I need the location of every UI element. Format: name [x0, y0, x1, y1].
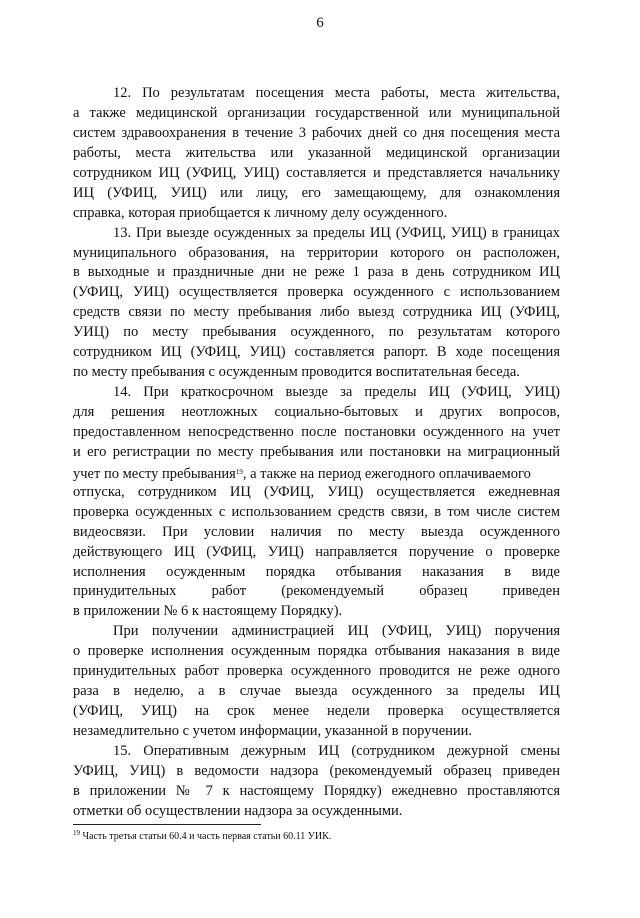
footnote: [73, 829, 331, 842]
text-line: УИЦ) по месту пребывания осужденного, по результатам которого: [73, 324, 560, 341]
page-number: 6: [316, 15, 324, 31]
text-line: отметки об осуществлении надзора за осужденными.: [73, 802, 403, 819]
text-line: 13. При выезде осужденных за пределы ИЦ (УФИЦ, УИЦ) в границах: [113, 224, 560, 241]
text-line: работы, места жительства или указанной медицинской организации: [73, 144, 560, 161]
text-line: видеосвязи. При условии наличия по месту выезда осужденного: [73, 523, 560, 540]
text-line: справка, которая приобщается к личному делу осужденного.: [73, 204, 448, 221]
text-line: по месту пребывания с осужденным проводится воспитательная беседа.: [73, 364, 520, 381]
text-line: раза в неделю, а в случае выезда осужденного за пределы ИЦ: [73, 683, 560, 700]
text-line: При получении администрацией ИЦ (УФИЦ, УИЦ) поручения: [113, 623, 560, 640]
text-line: принудительных работ проверка осужденного проводится не реже одного: [73, 663, 560, 680]
text-line: в приложении № 7 к настоящему Порядку) ежедневно проставляются: [73, 782, 560, 799]
text-line: а также медицинской организации государственной или муниципальной: [73, 104, 560, 121]
text-line: незамедлительно с учетом информации, указанной в поручении.: [73, 723, 473, 739]
text-line: ИЦ (УФИЦ, УИЦ) или лицу, его замещающему, для ознакомления: [73, 184, 560, 201]
text-line: действующего ИЦ (УФИЦ, УИЦ) направляется поручение о проверке: [73, 543, 560, 560]
footnote-reference: 19: [235, 467, 243, 476]
footnote-text: Часть третья статьи 60.4 и часть первая статьи 60.11 УИК.: [80, 831, 332, 842]
text-line: сотрудником ИЦ (УФИЦ, УИЦ) составляется и представляется начальнику: [73, 164, 560, 181]
text-line: 14. При краткосрочном выезде за пределы ИЦ (УФИЦ, УИЦ): [113, 384, 560, 401]
text-line: 12. По результатам посещения места работы, места жительства,: [113, 85, 560, 101]
text-line: средств связи по месту пребывания либо выезд сотрудника ИЦ (УФИЦ,: [73, 304, 560, 321]
text-line: систем здравоохранения в течение 3 рабочих дней со дня посещения места: [73, 124, 560, 141]
footnote-divider: [73, 824, 261, 825]
text-line: и его регистрации по месту пребывания или постановки на миграционный: [73, 443, 560, 460]
text-line: исполнения осужденным порядка отбывания наказания в виде: [73, 563, 560, 580]
text-line: в приложении № 6 к настоящему Порядку).: [73, 603, 343, 620]
text-line: муниципального образования, на территории которого он расположен,: [73, 244, 560, 261]
text-line: (УФИЦ, УИЦ) на срок менее недели проверка осуществляется: [73, 703, 560, 720]
footnote-line-after: , а также на период ежегодного оплачиваемого: [242, 465, 531, 482]
text-line: сотрудником ИЦ (УФИЦ, УИЦ) составляется рапорт. В ходе посещения: [73, 344, 560, 361]
body-text: [73, 84, 560, 822]
footnote-mark: 19: [73, 829, 80, 837]
text-line: проверка осужденных с использованием средств связи, в том числе систем: [73, 503, 560, 520]
text-line: предоставленном непосредственно после постановки осужденного на учет: [73, 423, 560, 440]
text-line-with-footnote: [73, 463, 560, 483]
text-line: (УФИЦ, УИЦ) осуществляется проверка осужденного с использованием: [73, 284, 560, 301]
text-line: отпуска, сотрудником ИЦ (УФИЦ, УИЦ) осуществляется ежедневная: [73, 483, 560, 500]
text-line: о проверке исполнения осужденным порядка отбывания наказания в виде: [73, 643, 560, 660]
text-line: принудительных работ (рекомендуемый образец приведен: [73, 583, 560, 600]
footnote-line-before: учет по месту пребывания: [73, 465, 236, 482]
text-line: УФИЦ, УИЦ) в ведомости надзора (рекомендуемый образец приведен: [73, 762, 560, 779]
text-line: 15. Оперативным дежурным ИЦ (сотрудником дежурной смены: [113, 742, 560, 759]
text-line: в выходные и праздничные дни не реже 1 раза в день сотрудником ИЦ: [73, 264, 560, 281]
text-line: для решения неотложных социально-бытовых и других вопросов,: [73, 404, 560, 420]
